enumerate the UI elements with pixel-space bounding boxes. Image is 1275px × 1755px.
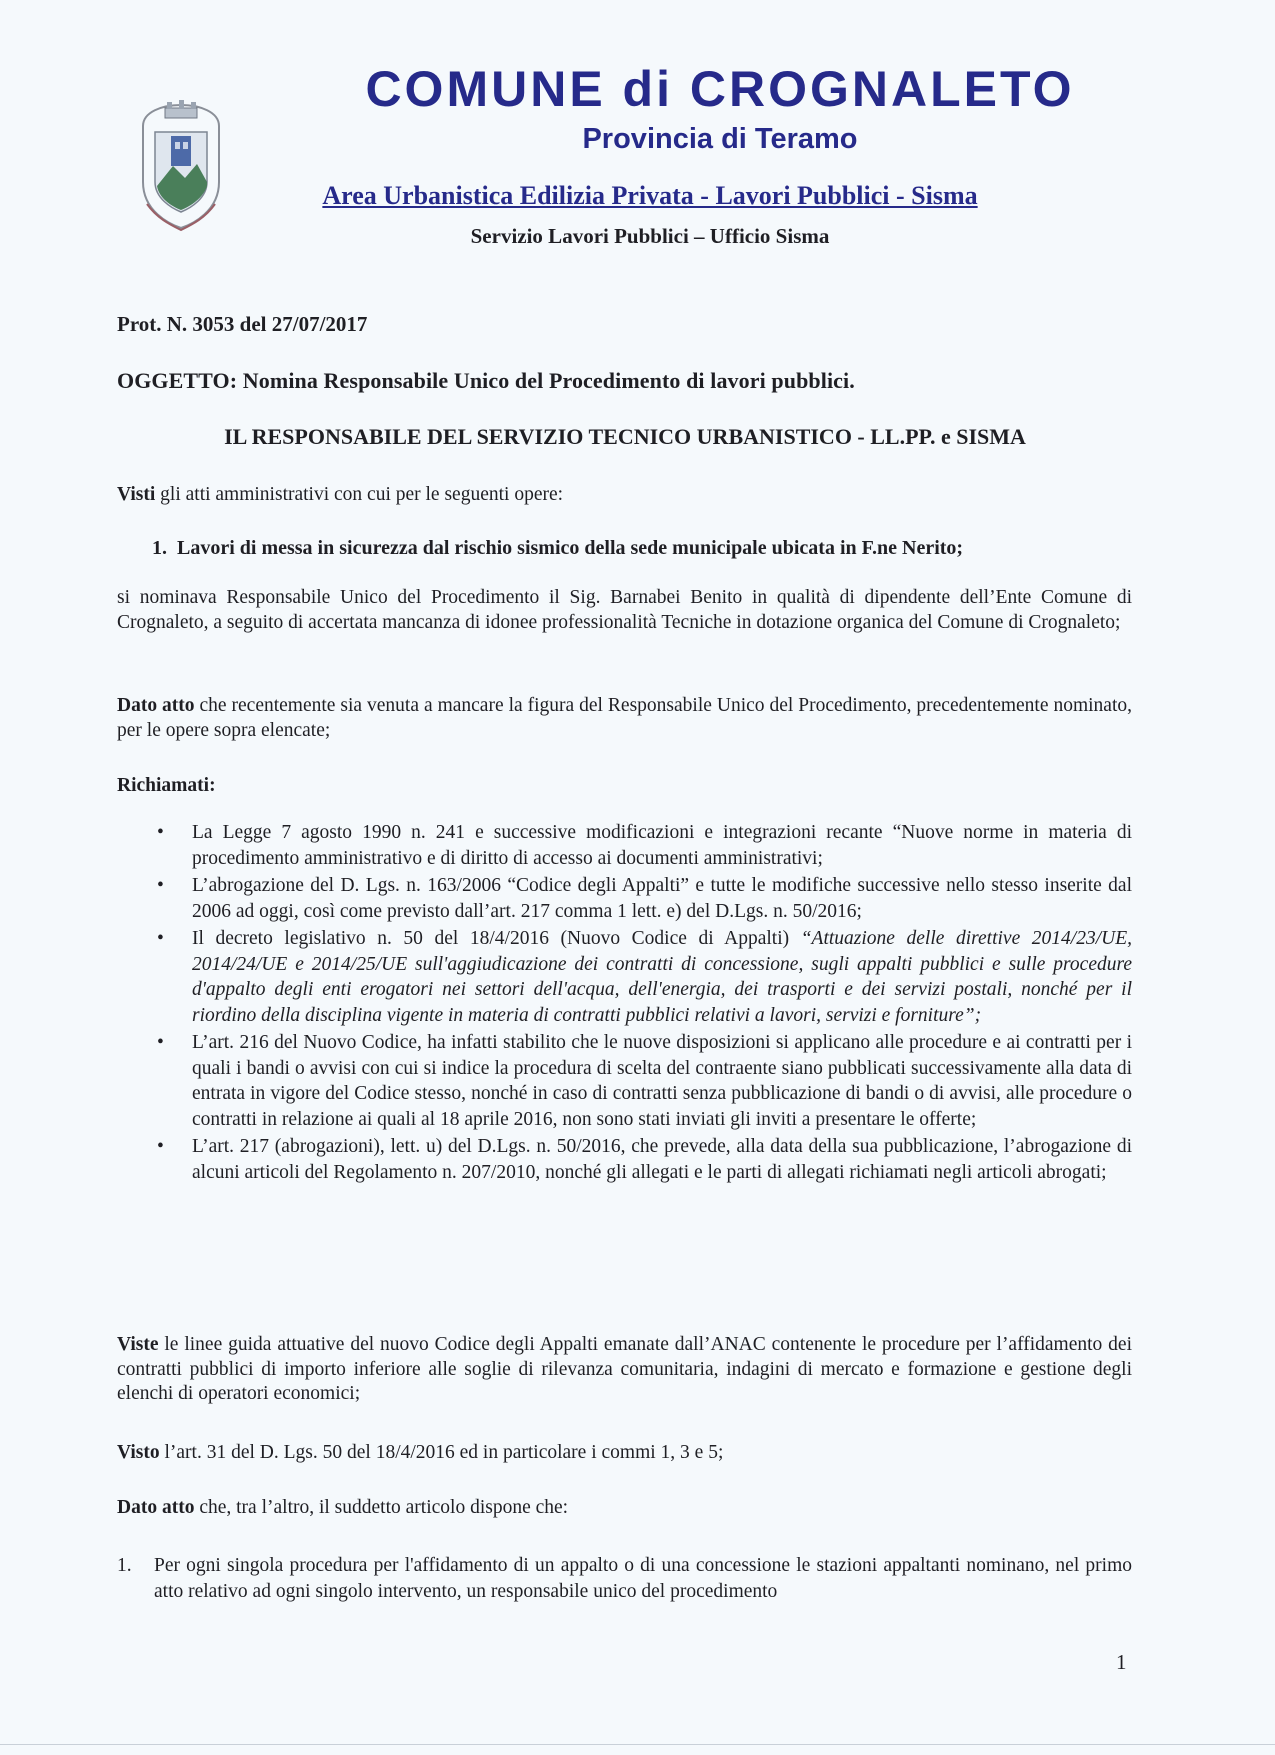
list-item-text: L’art. 216 del Nuovo Codice, ha infatti stabilito che le nuove disposizioni si applicano alle procedure e ai contratti per i quali i bandi o avvisi con cui si indice la procedura di scelta del contraente siano pubblicati successivamente alla data di entrata in vigore del Codice stesso, nonché in caso di contratti senza pubblicazione di bandi o di avvisi, alle procedure o contratti in relazione ai quali al 18 aprile 2016, non sono stati inviati gli inviti a presentare le offerte;	[192, 1032, 1132, 1130]
bullet-icon: •	[157, 875, 164, 896]
list-item	[117, 1030, 1132, 1132]
department-title: Area Urbanistica Edilizia Privata - Lavori Pubblici - Sisma	[322, 181, 978, 210]
list-item-text: L’art. 217 (abrogazioni), lett. u) del D.Lgs. n. 50/2016, che prevede, alla data della sua pubblicazione, l’abrogazione di alcuni articoli del Regolamento n. 207/2010, nonché gli allegati e le parti di allegati richiamati negli articoli abrogati;	[192, 1136, 1132, 1183]
coat-of-arms-icon	[133, 86, 229, 234]
visto-label: Visto	[117, 1442, 160, 1463]
richiamati-list	[117, 820, 1132, 1187]
dato-atto-paragraph	[117, 694, 1132, 743]
provisions-list	[117, 1553, 1132, 1604]
visti-text: gli atti amministrativi con cui per le seguenti opere:	[155, 484, 564, 505]
nomina-paragraph: si nominava Responsabile Unico del Procedimento il Sig. Barnabei Benito in qualità di dipendente dell’Ente Comune di Crognaleto, a seguito di accertata mancanza di idonee professionalità Tecniche in dotazione organica del Comune di Crognaleto;	[117, 587, 1132, 633]
visti-label: Visti	[117, 484, 156, 505]
list-item-quote: “Attuazione delle direttive 2014/23/UE, 2014/24/UE e 2014/25/UE sull'aggiudicazione dei contratti di concessione, sugli appalti pubblici e sulle procedure d'appalto degli enti erogatori nei settori dell'acqua, dell'energia, dei trasporti e dei servizi postali, nonché per il riordino della disciplina vigente in materia di contratti pubblici relativi a lavori, servizi e forniture”;	[192, 928, 1132, 1026]
viste-paragraph	[117, 1333, 1132, 1407]
dato-atto-2-text: che, tra l’altro, il suddetto articolo dispone che:	[194, 1497, 569, 1518]
visto-paragraph	[117, 1441, 1132, 1466]
dato-atto-2-paragraph	[117, 1496, 1132, 1521]
list-item	[117, 1134, 1132, 1185]
bullet-icon: •	[157, 1032, 164, 1053]
list-item-text: La Legge 7 agosto 1990 n. 241 e successive modificazioni e integrazioni recante “Nuove norme in materia di procedimento amministrativo e di diritto di accesso ai documenti amministrativi;	[192, 822, 1132, 869]
office-subtitle: Servizio Lavori Pubblici – Ufficio Sisma	[470, 224, 830, 248]
list-item-text: Il decreto legislativo n. 50 del 18/4/2016 (Nuovo Codice di Appalti)	[192, 928, 801, 949]
viste-label: Viste	[117, 1334, 159, 1355]
provision-text: Per ogni singola procedura per l'affidamento di un appalto o di una concessione le stazioni appaltanti nominano, nel primo atto relativo ad ogni singolo intervento, un responsabile unico del procedimento	[154, 1555, 1132, 1602]
page-edge-divider	[0, 1744, 1275, 1745]
bullet-icon: •	[157, 822, 164, 843]
works-item-1: 1. Lavori di messa in sicurezza dal rischio sismico della sede municipale ubicata in F.ne Nerito;	[152, 537, 964, 559]
subject-line: OGGETTO: Nomina Responsabile Unico del Procedimento di lavori pubblici.	[117, 368, 855, 393]
list-item	[117, 820, 1132, 871]
list-item	[117, 926, 1132, 1028]
page-number: 1	[1116, 1650, 1127, 1674]
bullet-icon: •	[157, 928, 164, 949]
dato-atto-2-label: Dato atto	[117, 1497, 195, 1518]
dato-atto-text: che recentemente sia venuta a mancare la figura del Responsabile Unico del Procedimento, precedentemente nominato, per le opere sopra elencate;	[117, 695, 1132, 741]
dato-atto-label: Dato atto	[117, 695, 195, 716]
protocol-number: Prot. N. 3053 del 27/07/2017	[117, 312, 368, 336]
list-item-text: L’abrogazione del D. Lgs. n. 163/2006 “Codice degli Appalti” e tutte le modifiche successive nello stesso inserite dal 2006 ad oggi, così come previsto dall’art. 217 comma 1 lett. e) del D.Lgs. n. 50/2016;	[192, 875, 1132, 922]
viste-text: le linee guida attuative del nuovo Codice degli Appalti emanate dall’ANAC contenente le procedure per l’affidamento dei contratti pubblici di importo inferiore alle soglie di rilevanza comunitaria, indagini di mercato e formazione e gestione degli elenchi di operatori economici;	[117, 1334, 1132, 1404]
visto-text: l’art. 31 del D. Lgs. 50 del 18/4/2016 ed in particolare i commi 1, 3 e 5;	[159, 1442, 724, 1463]
municipality-title: COMUNE di CROGNALETO	[365, 61, 1075, 117]
richiamati-label: Richiamati:	[117, 775, 216, 796]
bullet-icon: •	[157, 1136, 164, 1157]
provision-number: 1.	[117, 1555, 132, 1576]
list-item	[117, 873, 1132, 924]
visti-paragraph	[117, 483, 1132, 508]
province-title: Provincia di Teramo	[582, 123, 858, 155]
issuer-heading: IL RESPONSABILE DEL SERVIZIO TECNICO URBANISTICO - LL.PP. e SISMA	[224, 424, 1026, 449]
